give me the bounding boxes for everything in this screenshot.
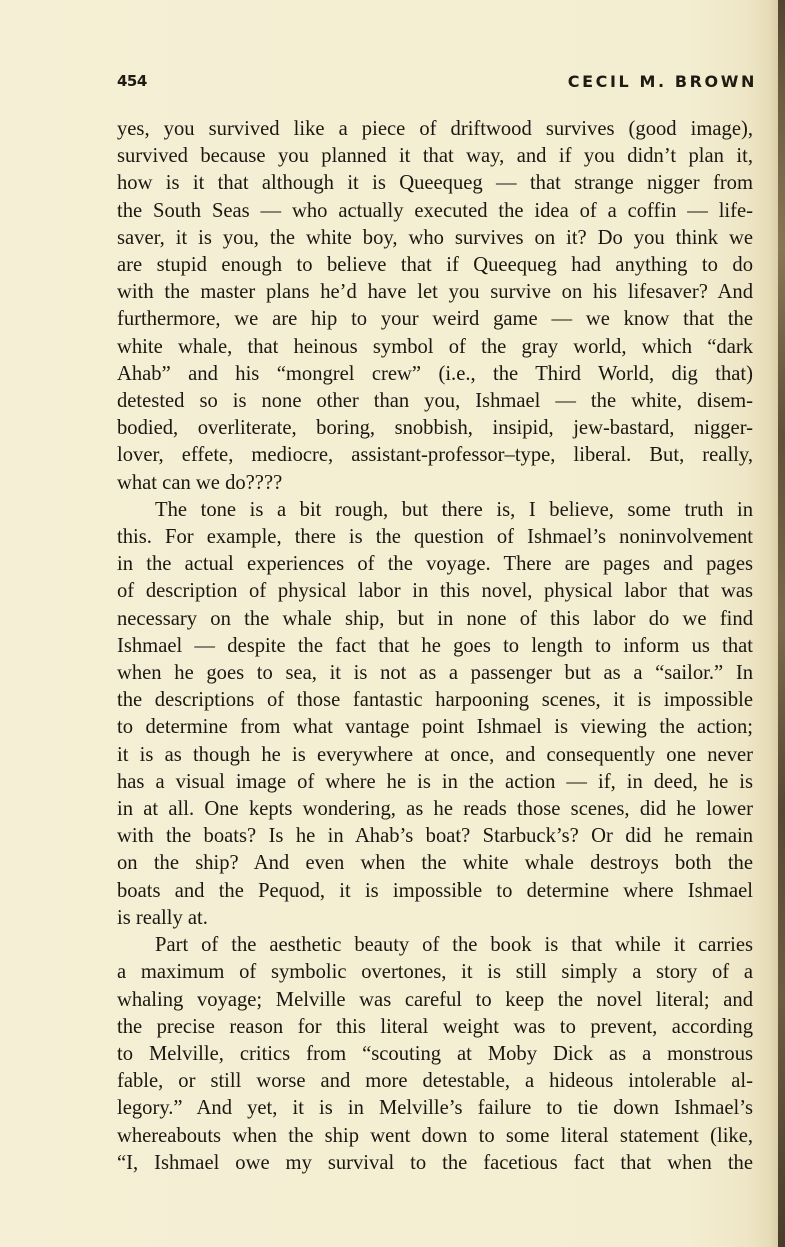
paragraph <box>117 497 753 932</box>
text-line: Ishmael — despite the fact that he goes to length to inform us that <box>117 634 753 657</box>
text-line: The tone is a bit rough, but there is, I believe, some truth in <box>155 498 753 521</box>
text-line: it is as though he is everywhere at once, and consequently one never <box>117 743 753 766</box>
running-head: CECIL M. BROWN <box>567 72 757 91</box>
text-line: the South Seas — who actually executed the idea of a coffin — life- <box>117 199 753 222</box>
text-line: to determine from what vantage point Ishmael is viewing the action; <box>117 716 753 739</box>
text-line: are stupid enough to believe that if Queequeg had anything to do <box>117 254 753 277</box>
text-line: boats and the Pequod, it is impossible to determine where Ishmael <box>117 879 753 902</box>
text-line: “I, Ishmael owe my survival to the facetious fact that when the <box>117 1151 753 1174</box>
text-line: in at all. One kepts wondering, as he reads those scenes, did he lower <box>117 798 753 821</box>
text-line: how is it that although it is Queequeg — that strange nigger from <box>117 172 753 195</box>
text-line: yes, you survived like a piece of driftwood survives (good image), <box>117 118 753 140</box>
text-line: the precise reason for this literal weight was to prevent, according <box>117 1015 753 1038</box>
text-line: legory.” And yet, it is in Melville’s failure to tie down Ishmael’s <box>117 1097 753 1120</box>
text-line: to Melville, critics from “scouting at Moby Dick as a monstrous <box>117 1042 753 1065</box>
text-line: Ahab” and his “mongrel crew” (i.e., the Third World, dig that) <box>117 362 753 385</box>
text-line: lover, effete, mediocre, assistant-professor–type, liberal. But, really, <box>117 444 753 467</box>
paragraph <box>117 116 753 497</box>
text-line: a maximum of symbolic overtones, it is still simply a story of a <box>117 961 753 984</box>
text-line: detested so is none other than you, Ishmael — the white, disem- <box>117 390 753 413</box>
paragraph <box>117 932 753 1177</box>
text-line: with the boats? Is he in Ahab’s boat? Starbuck’s? Or did he remain <box>117 825 753 848</box>
text-line: necessary on the whale ship, but in none of this labor do we find <box>117 607 753 630</box>
text-line: on the ship? And even when the white whale destroys both the <box>117 852 753 875</box>
text-line: Part of the aesthetic beauty of the book is that while it carries <box>155 934 753 957</box>
text-line: bodied, overliterate, boring, snobbish, insipid, jew-bastard, nigger- <box>117 417 753 440</box>
text-line: this. For example, there is the question of Ishmael’s noninvolvement <box>117 526 753 549</box>
text-line: of description of physical labor in this novel, physical labor that was <box>117 580 753 603</box>
text-line: when he goes to sea, it is not as a passenger but as a “sailor.” In <box>117 662 753 685</box>
page-edge-shadow <box>778 0 785 1247</box>
page-body <box>117 116 753 1177</box>
text-line: survived because you planned it that way, and if you didn’t plan it, <box>117 145 753 168</box>
text-line: saver, it is you, the white boy, who survives on it? Do you think we <box>117 226 753 249</box>
text-line: furthermore, we are hip to your weird game — we know that the <box>117 308 753 331</box>
page-header <box>117 72 757 96</box>
text-line: has a visual image of where he is in the action — if, in deed, he is <box>117 770 753 793</box>
text-line: fable, or still worse and more detestable, a hideous intolerable al- <box>117 1070 753 1093</box>
text-line: white whale, that heinous symbol of the gray world, which “dark <box>117 335 753 358</box>
text-line: is really at. <box>117 906 208 929</box>
text-line: in the actual experiences of the voyage. There are pages and pages <box>117 553 753 576</box>
text-line: what can we do???? <box>117 471 283 494</box>
page-number: 454 <box>117 72 147 90</box>
text-line: whaling voyage; Melville was careful to keep the novel literal; and <box>117 988 753 1011</box>
text-line: with the master plans he’d have let you survive on his lifesaver? And <box>117 281 753 304</box>
text-line: the descriptions of those fantastic harpooning scenes, it is impossible <box>117 689 753 712</box>
text-line: whereabouts when the ship went down to some literal statement (like, <box>117 1124 753 1147</box>
